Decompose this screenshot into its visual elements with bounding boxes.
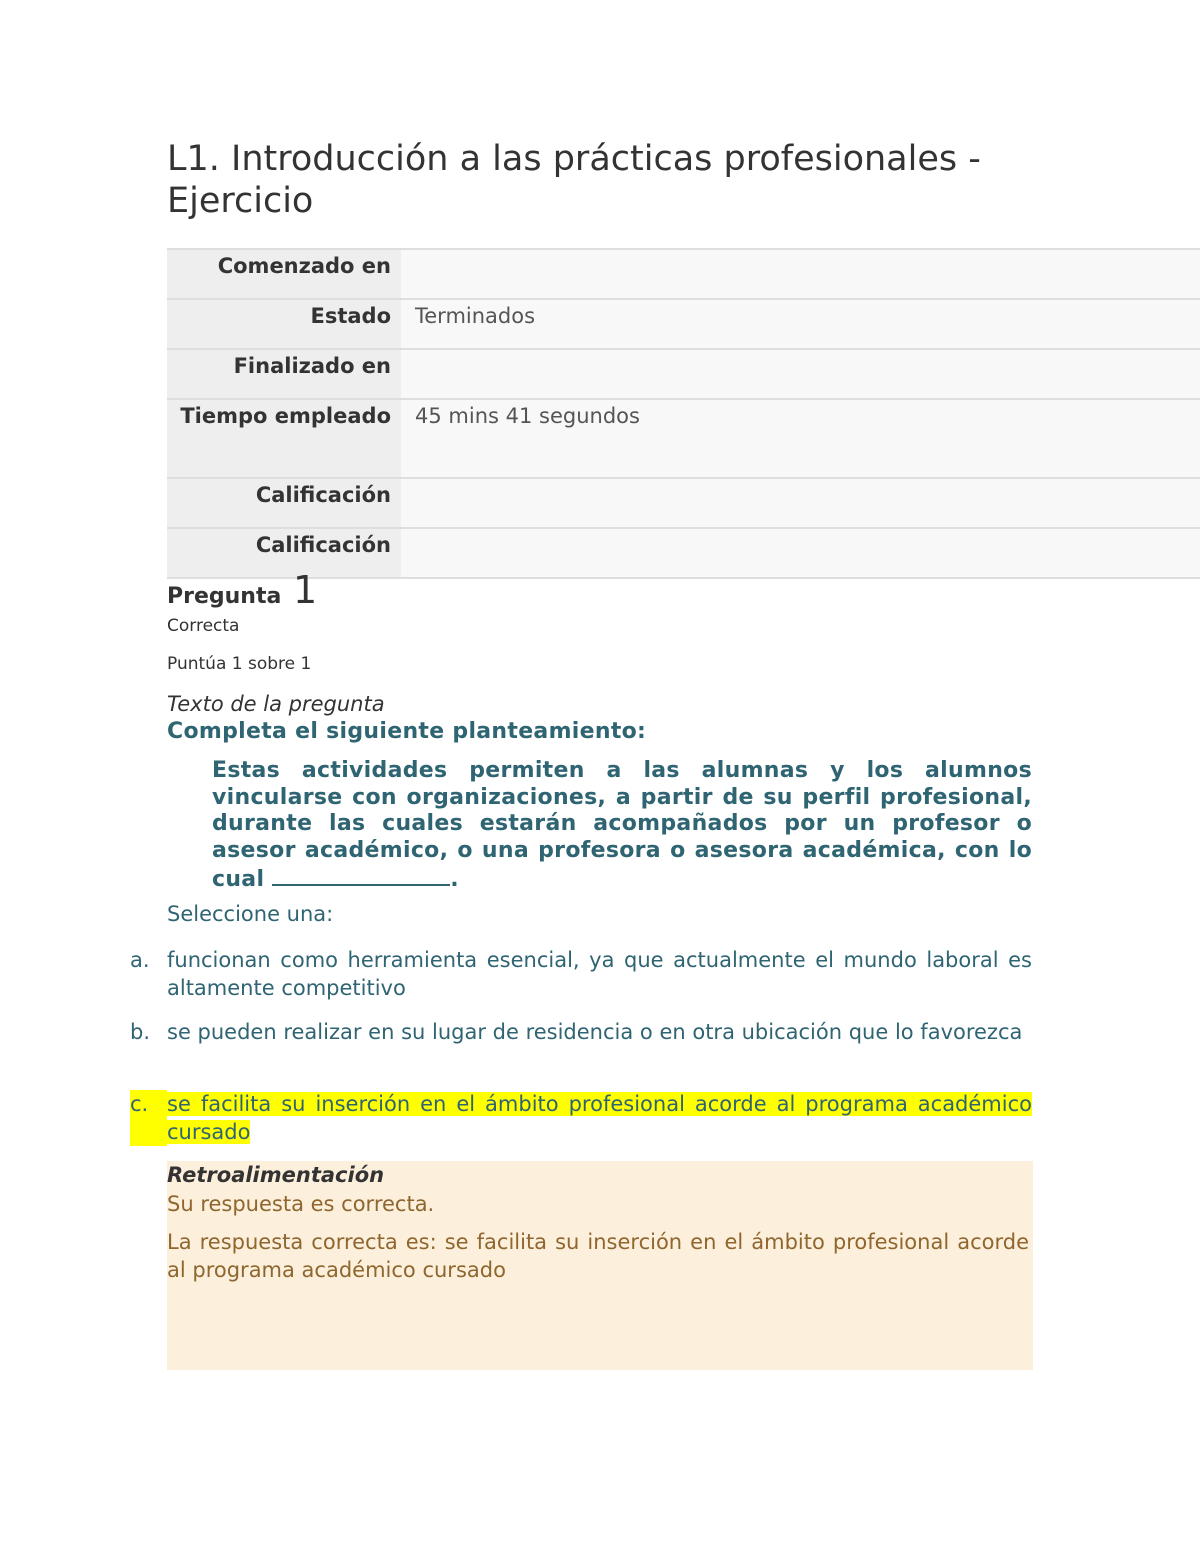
option-letter: a. (130, 948, 150, 972)
feedback-box (167, 1161, 1033, 1370)
question-label: Pregunta (167, 584, 282, 609)
summary-value (401, 529, 1200, 577)
summary-label: Calificación (167, 479, 401, 527)
question-heading (167, 570, 317, 617)
fill-in-blank (272, 864, 450, 886)
option-text-highlighted: se facilita su inserción en el ámbito profesional acorde al programa académico cursado (167, 1092, 1032, 1144)
summary-value (401, 479, 1200, 527)
summary-value (401, 350, 1200, 398)
summary-value: 45 mins 41 segundos (401, 400, 1200, 477)
option-letter: c. (130, 1090, 167, 1146)
feedback-correct-answer: La respuesta correcta es: se facilita su inserción en el ámbito profesional acorde al programa académico cursado (167, 1230, 1029, 1282)
feedback-label: Retroalimentación (167, 1163, 385, 1187)
summary-label: Finalizado en (167, 350, 401, 398)
summary-row-time (167, 400, 1200, 479)
question-number: 1 (293, 568, 318, 612)
option-text: se pueden realizar en su lugar de residencia o en otra ubicación que lo favorezca (167, 1020, 1023, 1044)
question-prompt: Completa el siguiente planteamiento: (167, 719, 647, 744)
question-text-label: Texto de la pregunta (167, 692, 385, 716)
answer-option-c-selected[interactable] (130, 1090, 1032, 1146)
summary-value: Terminados (401, 300, 1200, 348)
page-title: L1. Introducción a las prácticas profesionales - Ejercicio (167, 139, 981, 221)
option-letter: b. (130, 1020, 151, 1044)
summary-label: Comenzado en (167, 250, 401, 298)
question-state: Correcta (167, 616, 240, 636)
answer-option-a[interactable] (130, 946, 1032, 1002)
answer-option-b[interactable] (130, 1018, 1032, 1046)
question-body-end: . (450, 867, 459, 892)
summary-row-grade-2 (167, 529, 1200, 579)
summary-label: Estado (167, 300, 401, 348)
question-grade: Puntúa 1 sobre 1 (167, 654, 312, 674)
summary-row-started (167, 250, 1200, 300)
summary-row-finished (167, 350, 1200, 400)
option-text: funcionan como herramienta esencial, ya que actualmente el mundo laboral es altamente competitivo (167, 948, 1032, 1000)
select-one-label: Seleccione una: (167, 902, 334, 926)
attempt-summary-table (167, 248, 1200, 579)
summary-row-grade (167, 479, 1200, 529)
feedback-result: Su respuesta es correcta. (167, 1192, 435, 1216)
question-body (212, 758, 1032, 894)
summary-row-state (167, 300, 1200, 350)
summary-value (401, 250, 1200, 298)
summary-label: Tiempo empleado (167, 400, 401, 477)
summary-label: Calificación (167, 529, 401, 577)
question-body-text: Estas actividades permiten a las alumnas y los alumnos vincularse con organizaciones, a partir de su perfil profesional, durante las cuales estarán acompañados por un profesor o asesor académico, o una profesora o asesora académica, con lo cual (212, 758, 1032, 892)
